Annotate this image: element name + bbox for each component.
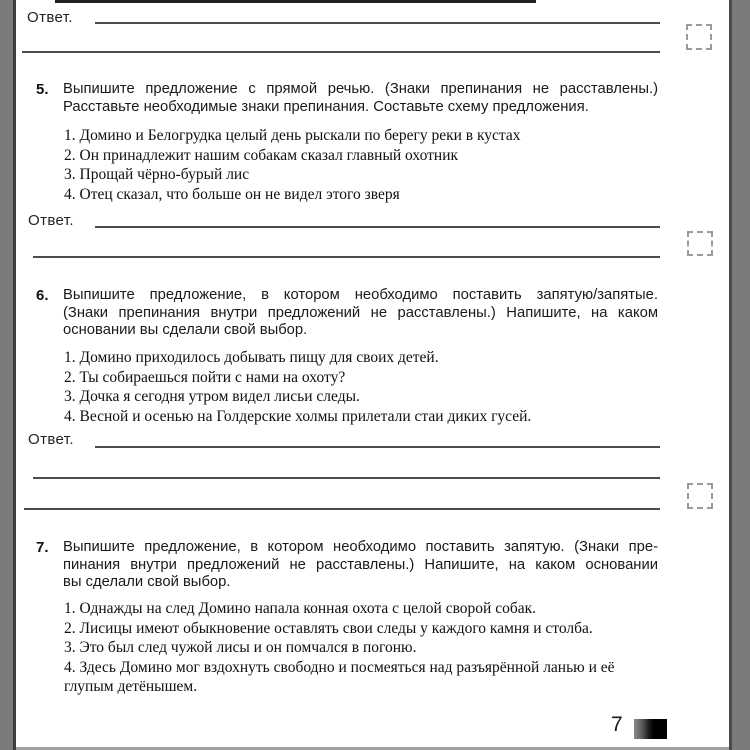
list-item: 4. Здесь Домино мог вздохнуть свободно и посмеяться над разъярённой ланью и её глупым детёнышем. xyxy=(64,658,615,695)
task-number: 7. xyxy=(36,539,49,556)
answer-checkbox xyxy=(687,483,713,509)
task-number: 6. xyxy=(36,287,49,304)
left-page-border-line xyxy=(13,0,16,750)
left-page-edge xyxy=(0,0,13,750)
instruction-line: Выпишите предложение, в котором необходимо поставить запятую/запятые. xyxy=(63,287,658,303)
instruction-line: основании вы сделали свой выбор. xyxy=(63,322,308,338)
list-item: 2. Лисицы имеют обыкновение оставлять свои следы у каждого камня и столба. xyxy=(64,619,593,637)
list-item: 4. Отец сказал, что больше он не видел этого зверя xyxy=(64,185,400,203)
answer-line xyxy=(24,508,660,510)
answer-label: Ответ. xyxy=(28,431,74,448)
instruction-line: Выпишите предложение с прямой речью. (Знаки препинания не расставлены.) xyxy=(63,81,658,97)
answer-line xyxy=(95,22,660,24)
sentence-list xyxy=(64,599,656,697)
answer-line xyxy=(33,256,660,258)
task-number: 5. xyxy=(36,81,49,98)
task-instruction xyxy=(63,287,658,340)
sentence-list xyxy=(64,348,660,426)
task-instruction xyxy=(63,81,658,116)
answer-line xyxy=(95,226,660,228)
answer-checkbox xyxy=(686,24,712,50)
list-item: 3. Прощай чёрно-бурый лис xyxy=(64,166,250,183)
instruction-line: Выпишите предложение, в котором необходимо поставить запятую. (Знаки пре- xyxy=(63,539,658,555)
list-item: 2. Он принадлежит нашим собакам сказал главный охотник xyxy=(64,146,459,164)
answer-line xyxy=(95,446,660,448)
answer-label: Ответ. xyxy=(27,9,73,26)
instruction-line: вы сделали свой выбор. xyxy=(63,574,231,590)
list-item: 1. Однажды на след Домино напала конная охота с целой сворой собак. xyxy=(64,600,537,617)
list-item: 1. Домино и Белогрудка целый день рыскали по берегу реки в кустах xyxy=(64,127,521,144)
task-instruction xyxy=(63,539,658,592)
instruction-line: пинания внутри предложений не расставлены.) Напишите, на каком основании xyxy=(63,556,658,573)
answer-line xyxy=(33,477,660,479)
list-item: 2. Ты собираешься пойти с нами на охоту? xyxy=(64,368,346,386)
page-corner-mark xyxy=(634,719,667,739)
sentence-list xyxy=(64,126,660,204)
list-item: 3. Это был след чужой лисы и он помчался в погоню. xyxy=(64,639,417,656)
answer-line xyxy=(22,51,660,53)
answer-checkbox xyxy=(687,231,713,256)
instruction-line: (Знаки препинания внутри предложений не расставлены.) Напишите, на каком xyxy=(63,304,658,321)
list-item: 4. Весной и осенью на Голдерские холмы прилетали стаи диких гусей. xyxy=(64,407,532,425)
list-item: 3. Дочка я сегодня утром видел лисьи следы. xyxy=(64,388,360,405)
answer-label: Ответ. xyxy=(28,212,74,229)
list-item: 1. Домино приходилось добывать пищу для своих детей. xyxy=(64,349,439,366)
cut-off-line-fragment xyxy=(55,0,536,3)
instruction-line: Расставьте необходимые знаки препинания. Составьте схему предложения. xyxy=(63,98,589,115)
right-page-edge xyxy=(732,0,750,750)
page-number: 7 xyxy=(611,713,623,736)
